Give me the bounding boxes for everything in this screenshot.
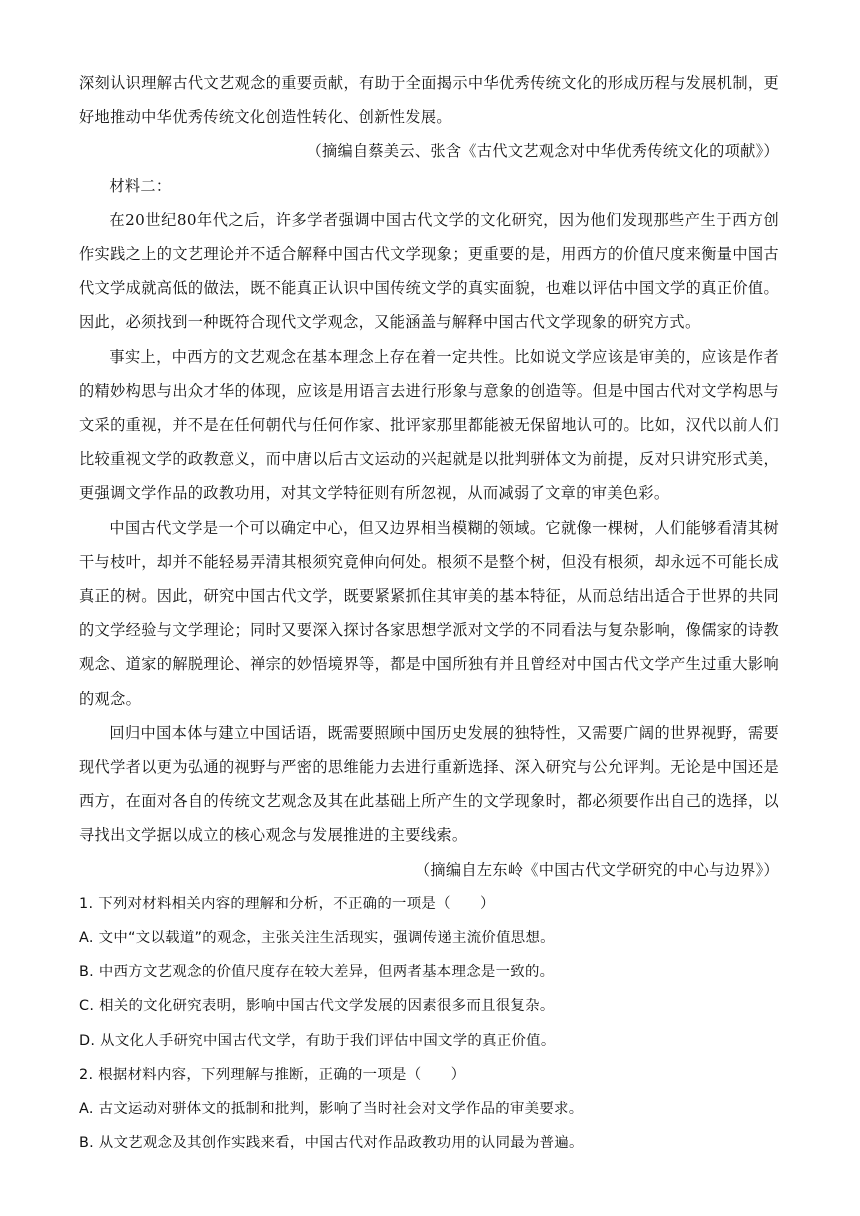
question-2-option-a: A. 古文运动对骈体文的抵制和批判，影响了当时社会对文学作品的审美要求。 [79, 1101, 584, 1118]
question-1-option-d: D. 从文化人手研究中国古代文学，有助于我们评估中国文学的真正价值。 [79, 1032, 556, 1049]
source-citation-1: （摘编自蔡美云、张含《古代文艺观念对中华优秀传统文化的项献》） [306, 142, 779, 161]
material-2-paragraph-4: 回归中国本体与建立中国话语，既需要照顾中国历史发展的独特性，又需要广阔的世界视野，需要现代学者以更为弘通的视野与严密的思维能力去进行重新选择、深入研究与公允评判。无论是中国还是西方，在面对各自的传统文艺观念及其在此基础上所产生的文学现象时，都必须要作出自己的选择，以寻找出文学据以成立的核心观念与发展推进的主要线索。 [79, 723, 779, 845]
question-1-option-c: C. 相关的文化研究表明，影响中国古代文学发展的因素很多而且很复杂。 [79, 998, 555, 1015]
question-1-option-b: B. 中西方文艺观念的价值尺度存在较大差异，但两者基本理念是一致的。 [79, 964, 555, 981]
question-1 [79, 887, 779, 1058]
question-2-stem: 2. 根据材料内容，下列理解与推断，正确的一项是（ ） [79, 1066, 466, 1083]
material-2-paragraph-3: 中国古代文学是一个可以确定中心，但又边界相当模糊的领域。它就像一棵树，人们能够看清其树干与枝叶，却并不能轻易弄清其根须究竟伸向何处。根须不是整个树，但没有根须，却永远不可能长成真正的树。因此，研究中国古代文学，既要紧紧抓住其审美的基本特征，从而总结出适合于世界的共同的文学经验与文学理论；同时又要深入探讨各家思想学派对文学的不同看法与复杂影响，像儒家的诗教观念、道家的解脱理论、禅宗的妙悟境界等，都是中国所独有并且曾经对中国古代文学产生过重大影响的观念。 [79, 518, 779, 708]
question-2-option-b: B. 从文艺观念及其创作实践来看，中国古代对作品政教功用的认同最为普遍。 [79, 1135, 584, 1152]
question-1-option-a: A. 文中“文以载道”的观念，主张关注生活现实，强调传递主流价值思想。 [79, 930, 555, 947]
material-2-paragraph-1: 在20世纪80年代之后，许多学者强调中国古代文学的文化研究，因为他们发现那些产生于西方创作实践之上的文艺理论并不适合解释中国古代文学现象；更重要的是，用西方的价值尺度来衡量中国古代文学成就高低的做法，既不能真正认识中国传统文学的真实面貌，也难以评估中国文学的真正价值。因此，必须找到一种既符合现代文学观念，又能涵盖与解释中国古代文学现象的研究方式。 [79, 210, 779, 332]
question-2 [79, 1058, 779, 1161]
intro-paragraph: 深刻认识理解古代文艺观念的重要贡献，有助于全面揭示中华优秀传统文化的形成历程与发展机制，更好地推动中华优秀传统文化创造性转化、创新性发展。 [79, 74, 779, 127]
source-citation-2: （摘编自左东岭《中国古代文学研究的中心与边界》） [414, 860, 779, 879]
document-page [79, 66, 779, 1161]
material-2-label: 材料二： [109, 176, 172, 195]
material-2-paragraph-2: 事实上，中西方的文艺观念在基本理念上存在着一定共性。比如说文学应该是审美的，应该是作者的精妙构思与出众才华的体现，应该是用语言去进行形象与意象的创造等。但是中国古代对文学构思与文采的重视，并不是在任何朝代与任何作家、批评家那里都能被无保留地认可的。比如，汉代以前人们比较重视文学的政教意义，而中唐以后古文运动的兴起就是以批判骈体文为前提，反对只讲究形式美，更强调文学作品的政教功用，对其文学特征则有所忽视，从而减弱了文章的审美色彩。 [79, 347, 779, 503]
question-1-stem: 1. 下列对材料相关内容的理解和分析，不正确的一项是（ ） [79, 895, 495, 912]
